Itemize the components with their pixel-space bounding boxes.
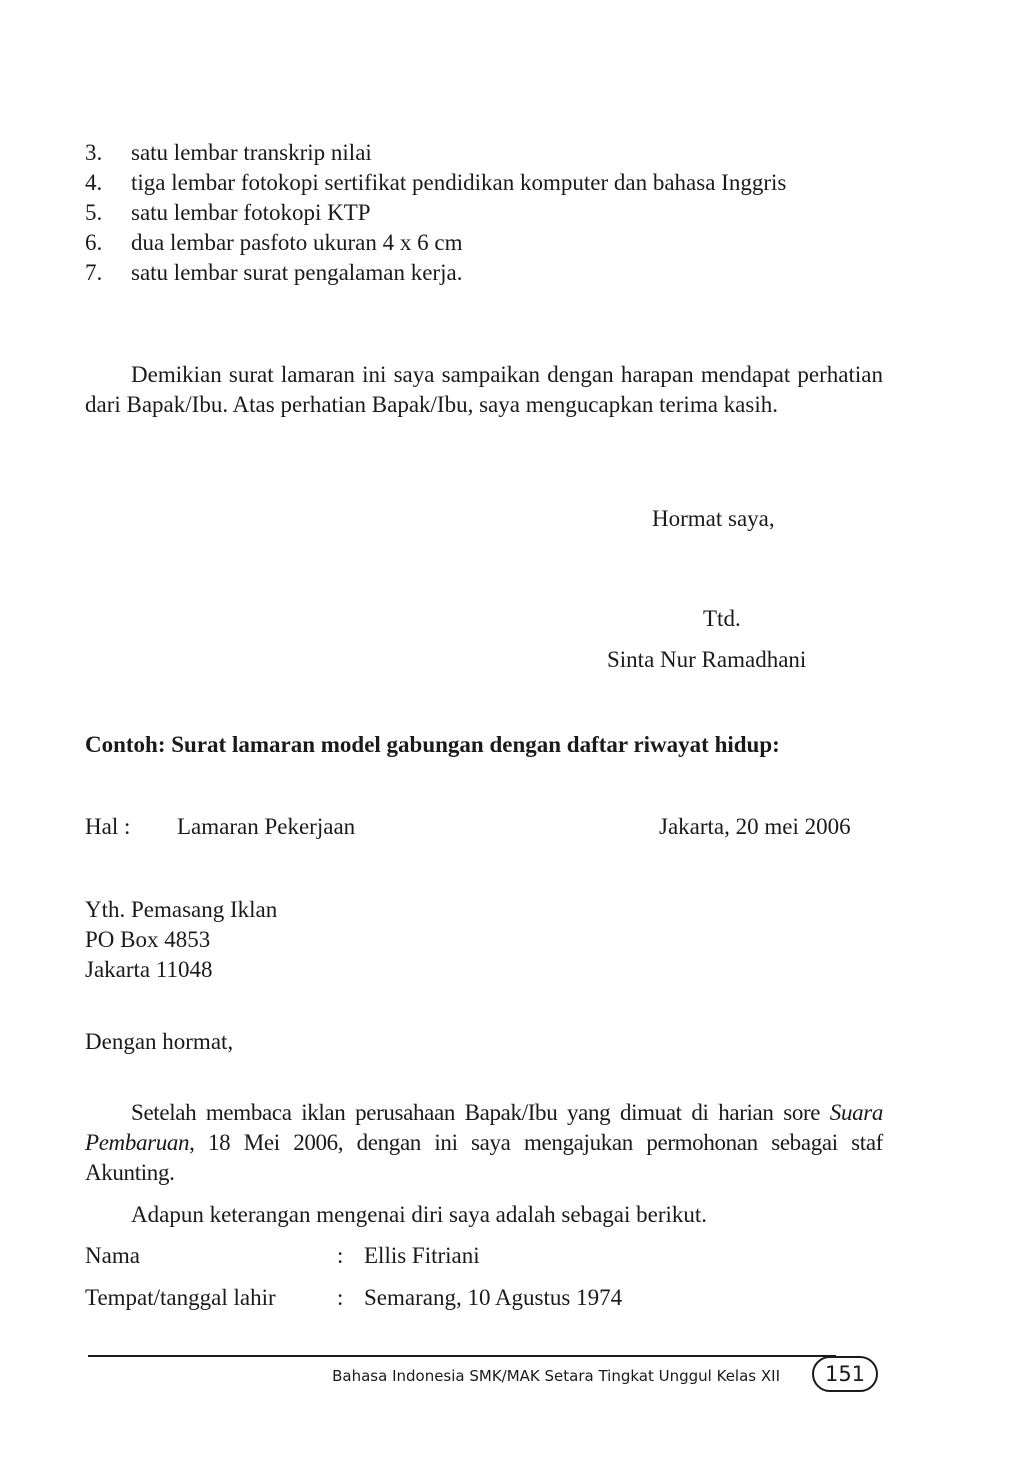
letter-paragraph-2: Adapun keterangan mengenai diri saya adalah sebagai berikut.: [131, 1202, 708, 1227]
list-item-number: 7.: [85, 260, 103, 285]
signature-name: Sinta Nur Ramadhani: [607, 647, 807, 672]
requirements-list: [85, 138, 883, 288]
list-item-number: 6.: [85, 230, 103, 255]
field-label-nama: Nama: [85, 1243, 140, 1268]
footer-book-title: Bahasa Indonesia SMK/MAK Setara Tingkat Unggul Kelas XII: [332, 1367, 780, 1385]
list-item-text: satu lembar transkrip nilai: [131, 140, 372, 165]
field-label-birth: Tempat/tanggal lahir: [85, 1285, 276, 1310]
recipient-line: Jakarta 11048: [85, 957, 213, 982]
list-item-number: 4.: [85, 170, 103, 195]
list-item-text: satu lembar fotokopi KTP: [131, 200, 371, 225]
page-number-badge: 151: [812, 1356, 878, 1392]
list-item-text: dua lembar pasfoto ukuran 4 x 6 cm: [131, 230, 463, 255]
closing-paragraph: Demikian surat lamaran ini saya sampaikan dengan harapan mendapat perhatian dari Bapak/Ibu. Atas perhatian Bapak/Ibu, saya mengucapkan terima kasih.: [85, 362, 883, 417]
field-value-nama: Ellis Fitriani: [364, 1243, 480, 1268]
greeting: Dengan hormat,: [85, 1029, 234, 1054]
list-item: [85, 258, 883, 288]
list-item: [85, 138, 883, 168]
recipient-address: [85, 895, 277, 985]
recipient-line: PO Box 4853: [85, 927, 211, 952]
newspaper-name: Suara Pembaruan: [85, 1100, 883, 1155]
field-value-birth: Semarang, 10 Agustus 1974: [364, 1285, 623, 1310]
list-item: [85, 228, 883, 258]
list-item: [85, 198, 883, 228]
signature-ttd: Ttd.: [703, 606, 741, 631]
list-item-text: satu lembar surat pengalaman kerja.: [131, 260, 463, 285]
paragraph-text: , 18 Mei 2006, dengan ini saya mengajukan permohonan sebagai staf Akunting.: [85, 1130, 883, 1185]
footer-divider: [88, 1355, 836, 1357]
list-item-number: 5.: [85, 200, 103, 225]
list-item-number: 3.: [85, 140, 103, 165]
subject-label: Hal :: [85, 814, 131, 839]
example-heading: Contoh: Surat lamaran model gabungan dengan daftar riwayat hidup:: [85, 732, 780, 757]
recipient-line: Yth. Pemasang Iklan: [85, 897, 278, 922]
field-separator: :: [337, 1243, 344, 1268]
signature-salutation: Hormat saya,: [652, 506, 775, 531]
list-item-text: tiga lembar fotokopi sertifikat pendidikan komputer dan bahasa Inggris: [131, 170, 787, 195]
paragraph-text: Setelah membaca iklan perusahaan Bapak/Ibu yang dimuat di harian sore: [131, 1100, 830, 1125]
place-date: Jakarta, 20 mei 2006: [659, 814, 851, 839]
field-separator: :: [337, 1285, 344, 1310]
list-item: [85, 168, 883, 198]
letter-paragraph-1: [85, 1098, 883, 1188]
subject-value: Lamaran Pekerjaan: [177, 814, 356, 839]
